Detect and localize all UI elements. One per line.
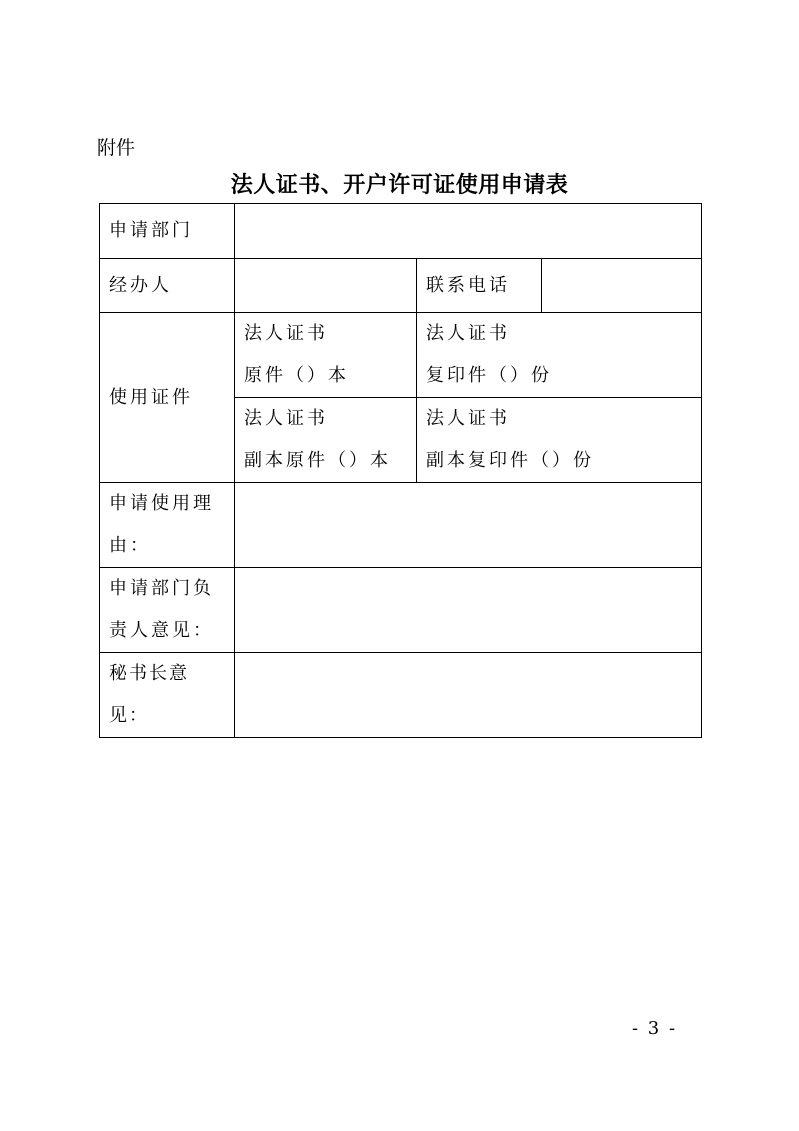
certificates-label: 使用证件 bbox=[100, 313, 235, 483]
department-label: 申请部门 bbox=[100, 204, 235, 259]
row-reason bbox=[100, 483, 702, 568]
handler-label: 经办人 bbox=[100, 259, 235, 313]
cert-option-duplicate-copy[interactable]: 法人证书 副本复印件（）份 bbox=[417, 398, 702, 483]
row-handler bbox=[100, 259, 702, 313]
dept-head-opinion-label: 申请部门负责人意见： bbox=[100, 568, 235, 653]
application-form-table bbox=[99, 203, 702, 738]
form-title: 法人证书、开户许可证使用申请表 bbox=[230, 172, 569, 198]
phone-field[interactable] bbox=[542, 259, 702, 313]
secretary-general-opinion-label: 秘书长意见： bbox=[100, 653, 235, 738]
dept-head-opinion-field[interactable] bbox=[235, 568, 702, 653]
cert-option-original[interactable]: 法人证书 原件（）本 bbox=[235, 313, 417, 398]
page-number: - 3 - bbox=[632, 1018, 678, 1039]
row-department bbox=[100, 204, 702, 259]
reason-field[interactable] bbox=[235, 483, 702, 568]
reason-label: 申请使用理由： bbox=[100, 483, 235, 568]
handler-field[interactable] bbox=[235, 259, 417, 313]
secretary-general-opinion-field[interactable] bbox=[235, 653, 702, 738]
row-certificates-1 bbox=[100, 313, 702, 398]
phone-label: 联系电话 bbox=[417, 259, 542, 313]
cert-option-duplicate-original[interactable]: 法人证书 副本原件（）本 bbox=[235, 398, 417, 483]
row-dept-head-opinion bbox=[100, 568, 702, 653]
cert-option-copy[interactable]: 法人证书 复印件（）份 bbox=[417, 313, 702, 398]
row-secretary-general-opinion bbox=[100, 653, 702, 738]
attachment-label: 附件 bbox=[97, 137, 136, 159]
department-field[interactable] bbox=[235, 204, 702, 259]
